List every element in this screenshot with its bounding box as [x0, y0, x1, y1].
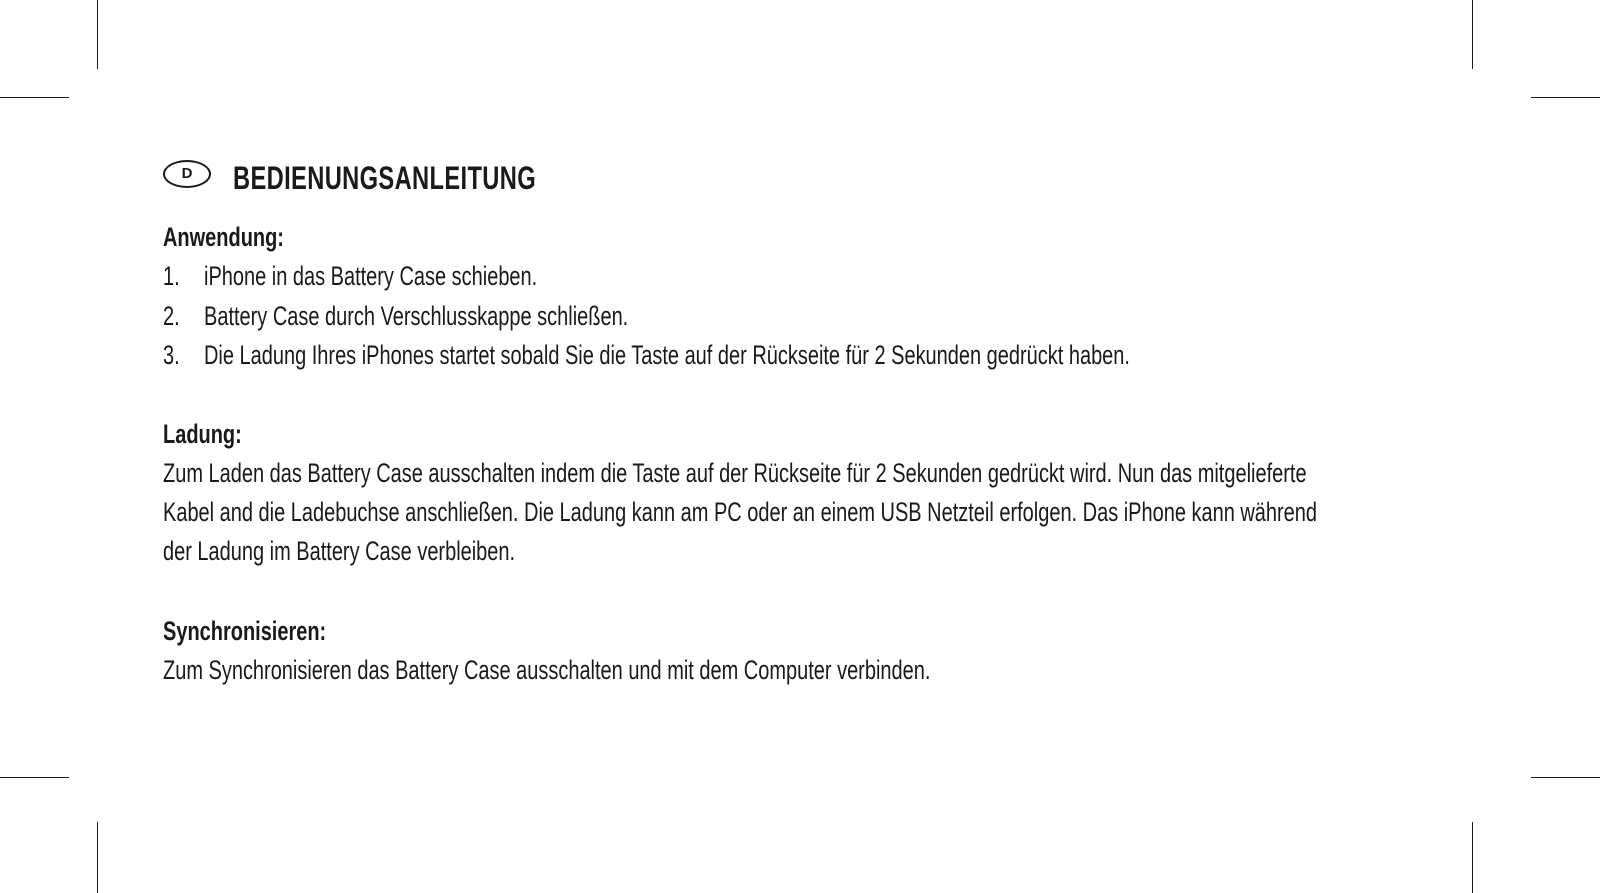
section-heading: Ladung:: [163, 418, 242, 449]
step-item: [163, 258, 1423, 298]
step-number: 2.: [163, 300, 180, 331]
crop-mark-top-right-vertical: [1472, 0, 1473, 69]
page-title: BEDIENUNGSANLEITUNG: [233, 160, 537, 196]
page-header: [163, 158, 1423, 198]
paragraph-line: Kabel and die Ladebuchse anschließen. Die Ladung kann am PC oder an einem USB Netzteil erfolgen. Das iPhone kann während: [163, 496, 1318, 527]
paragraph-line: Zum Synchronisieren das Battery Case ausschalten und mit dem Computer verbinden.: [163, 654, 931, 685]
section-anwendung: [163, 220, 1423, 377]
manual-content: [163, 158, 1423, 691]
step-number: 1.: [163, 261, 180, 291]
step-item: [163, 298, 1423, 338]
paragraph-line: Zum Laden das Battery Case ausschalten indem die Taste auf der Rückseite für 2 Sekunden gedrückt wird. Nun das mitgelieferte: [163, 457, 1307, 488]
crop-mark-bottom-right-vertical: [1472, 822, 1473, 893]
section-ladung: [163, 417, 1423, 572]
language-badge: D: [163, 160, 211, 188]
section-heading: Anwendung:: [163, 222, 284, 252]
step-text: iPhone in das Battery Case schieben.: [204, 261, 538, 291]
paragraph-line: der Ladung im Battery Case verbleiben.: [163, 535, 516, 566]
crop-mark-bottom-right-horizontal: [1531, 777, 1600, 778]
section-heading: Synchronisieren:: [163, 615, 327, 646]
step-number: 3.: [163, 340, 180, 370]
crop-mark-top-left-horizontal: [0, 97, 69, 98]
crop-mark-bottom-left-horizontal: [0, 777, 69, 778]
step-text: Battery Case durch Verschlusskappe schließen.: [204, 300, 629, 331]
crop-mark-bottom-left-vertical: [97, 822, 98, 893]
step-text: Die Ladung Ihres iPhones startet sobald Sie die Taste auf der Rückseite für 2 Sekunden gedrückt haben.: [204, 340, 1130, 370]
section-synchronisieren: [163, 614, 1423, 691]
crop-mark-top-left-vertical: [97, 0, 98, 69]
crop-mark-top-right-horizontal: [1531, 97, 1600, 98]
step-item: [163, 337, 1423, 377]
